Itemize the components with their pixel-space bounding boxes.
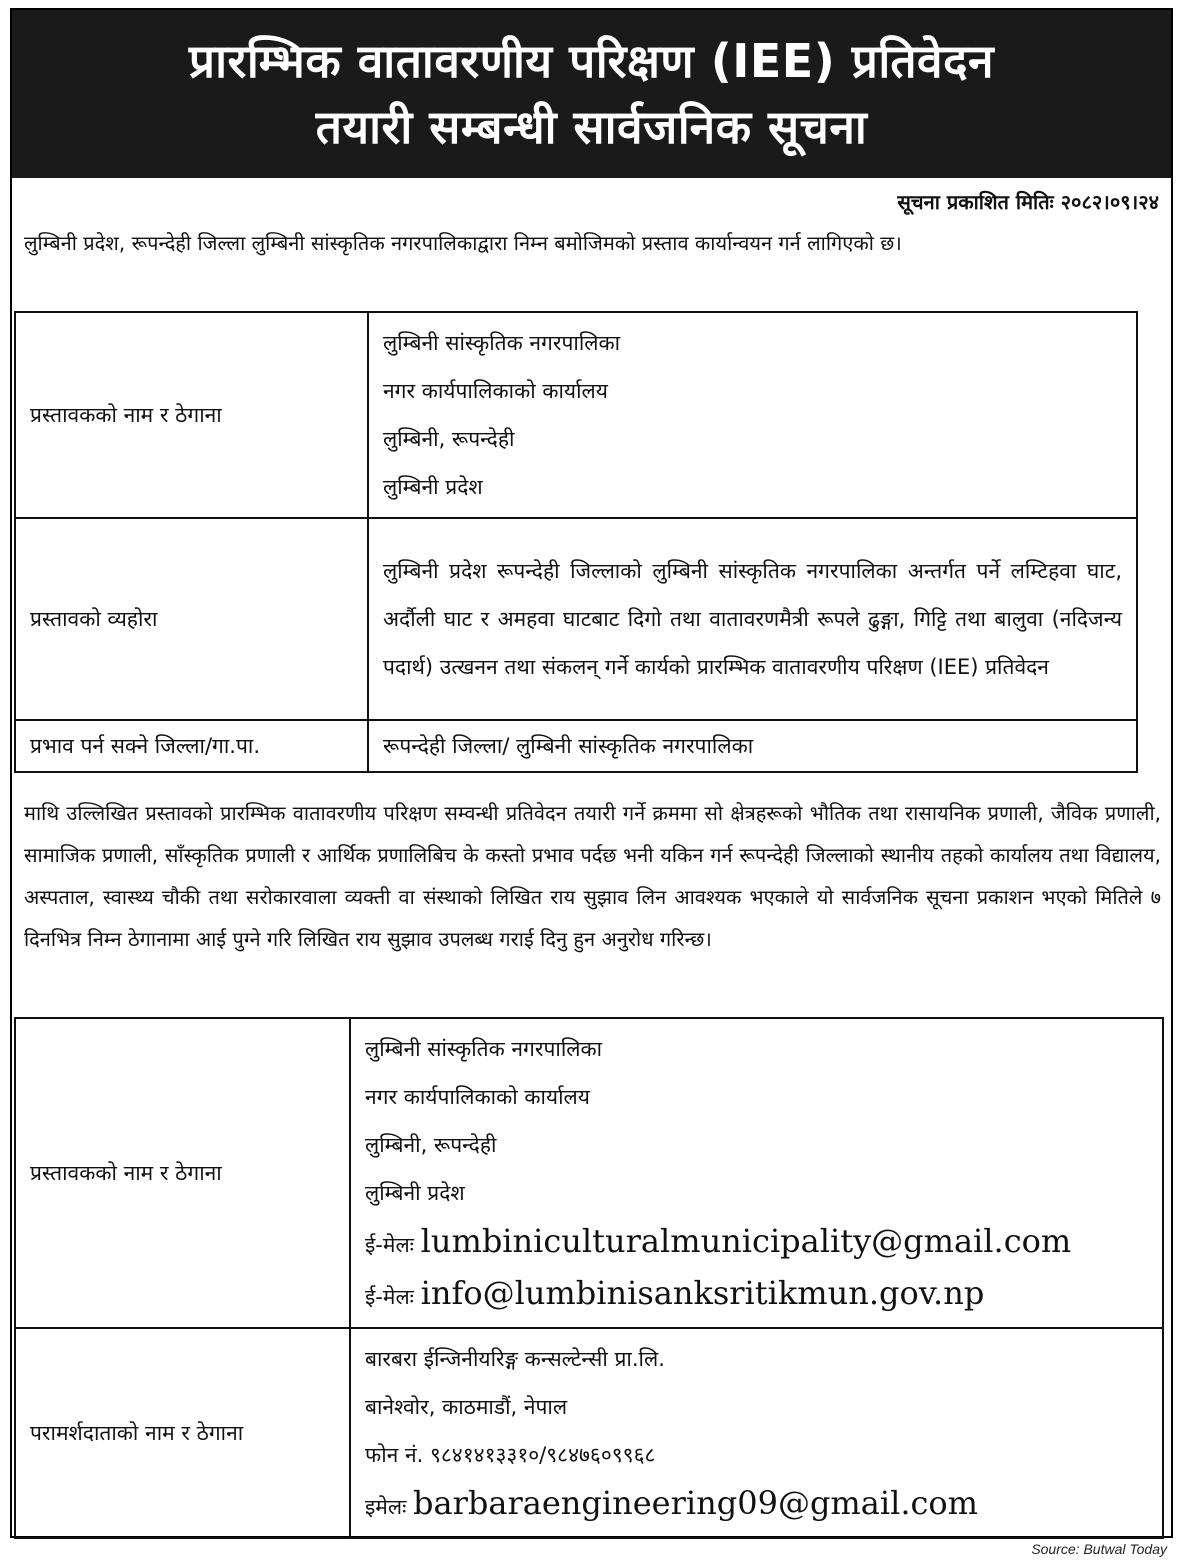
publish-date: सूचना प्रकाशित मितिः २०८२।०९।२४	[897, 190, 1159, 214]
address-line: लुम्बिनी, रूपन्देही	[383, 427, 515, 451]
consultant-label: परामर्शदाताको नाम र ठेगाना	[15, 1328, 350, 1538]
email-address[interactable]: info@lumbinisanksritikmun.gov.np	[420, 1274, 985, 1312]
email-address[interactable]: barbaraengineering09@gmail.com	[413, 1484, 979, 1522]
table-row	[15, 1328, 1163, 1538]
proposal-description: लुम्बिनी प्रदेश रूपन्देही जिल्लाको लुम्बिनी सांस्कृतिक नगरपालिका अन्तर्गत पर्ने लम्टिहवा घाट, अर्दौली घाट र अमहवा घाटबाट दिगो तथा वातावरणमैत्री रूपले ढुङ्गा, गिट्टि तथा बालुवा (नदिजन्य पदार्थ) उत्खनन तथा संकलन् गर्ने कार्यको प्रारम्भिक वातावरणीय परिक्षण (IEE) प्रतिवेदन	[368, 518, 1137, 720]
address-line: लुम्बिनी, रूपन्देही	[365, 1133, 497, 1157]
body-paragraph: माथि उल्लिखित प्रस्तावको प्रारम्भिक वातावरणीय परिक्षण सम्वन्धी प्रतिवेदन तयारी गर्ने क्रममा सो क्षेत्रहरूको भौतिक तथा रासायनिक प्रणाली, जैविक प्रणाली, सामाजिक प्रणाली, साँस्कृतिक प्रणाली र आर्थिक प्रणालिबिच के कस्तो प्रभाव पर्दछ भनी यकिन गर्न रूपन्देही जिल्लाको स्थानीय तहको कार्यालय तथा विद्यालय, अस्पताल, स्वास्थ्य चौकी तथा सरोकारवाला व्यक्ती वा संस्थाको लिखित राय सुझाव लिन आवश्यक भएकाले यो सार्वजनिक सूचना प्रकाशन भएको मितिले ७ दिनभित्र निम्न ठेगानामा आई पुग्ने गरि लिखित राय सुझाव उपलब्ध गराई दिनु हुन अनुरोध गरिन्छ।	[24, 801, 1161, 951]
intro-paragraph: लुम्बिनी प्रदेश, रूपन्देही जिल्ला लुम्बिनी सांस्कृतिक नगरपालिकाद्वारा निम्न बमोजिमको प्रस्ताव कार्यान्वयन गर्न लागिएको छ।	[24, 231, 902, 255]
email-label: ई-मेलः	[365, 1233, 414, 1257]
address-line: लुम्बिनी प्रदेश	[365, 1181, 465, 1205]
email-label: इमेलः	[365, 1495, 407, 1519]
source-credit: Source: Butwal Today	[1031, 1541, 1167, 1557]
table-row	[15, 518, 1137, 720]
email-label: ई-मेलः	[365, 1285, 414, 1309]
affected-area: रूपन्देही जिल्ला/ लुम्बिनी सांस्कृतिक नगरपालिका	[368, 720, 1137, 772]
email-address[interactable]: lumbiniculturalmunicipality@gmail.com	[420, 1222, 1072, 1260]
email-line	[365, 1269, 1148, 1321]
proponent-label: प्रस्तावकको नाम र ठेगाना	[15, 312, 368, 518]
email-line	[365, 1479, 1148, 1531]
phone-line: फोन नं. ९८४१४१३३१०/९८४७६०९९६८	[365, 1443, 656, 1467]
proposal-description-label: प्रस्तावको व्यहोरा	[15, 518, 368, 720]
address-line: नगर कार्यपालिकाको कार्यालय	[383, 379, 608, 403]
address-line: लुम्बिनी सांस्कृतिक नगरपालिका	[383, 331, 621, 355]
proponent-contact	[350, 1018, 1163, 1328]
address-line: नगर कार्यपालिकाको कार्यालय	[365, 1085, 590, 1109]
notice-title-line2: तयारी सम्बन्धी सार्वजनिक सूचना	[315, 100, 868, 154]
contact-table	[14, 1017, 1164, 1539]
table-row	[15, 312, 1137, 518]
notice-title-line1: प्रारम्भिक वातावरणीय परिक्षण (IEE) प्रतिवेदन	[188, 34, 995, 88]
proposal-table	[14, 311, 1138, 773]
address-line: लुम्बिनी सांस्कृतिक नगरपालिका	[365, 1037, 603, 1061]
notice-header	[12, 10, 1171, 178]
address-line: बानेश्वोर, काठमाडौं, नेपाल	[365, 1395, 568, 1419]
proponent-label: प्रस्तावकको नाम र ठेगाना	[15, 1018, 350, 1328]
address-line: बारबरा ईन्जिनीयरिङ्ग कन्सल्टेन्सी प्रा.लि.	[365, 1347, 665, 1371]
email-line	[365, 1217, 1148, 1269]
table-row	[15, 1018, 1163, 1328]
consultant-contact	[350, 1328, 1163, 1538]
proponent-address	[368, 312, 1137, 518]
table-row	[15, 720, 1137, 772]
address-line: लुम्बिनी प्रदेश	[383, 475, 483, 499]
affected-area-label: प्रभाव पर्न सक्ने जिल्ला/गा.पा.	[15, 720, 368, 772]
